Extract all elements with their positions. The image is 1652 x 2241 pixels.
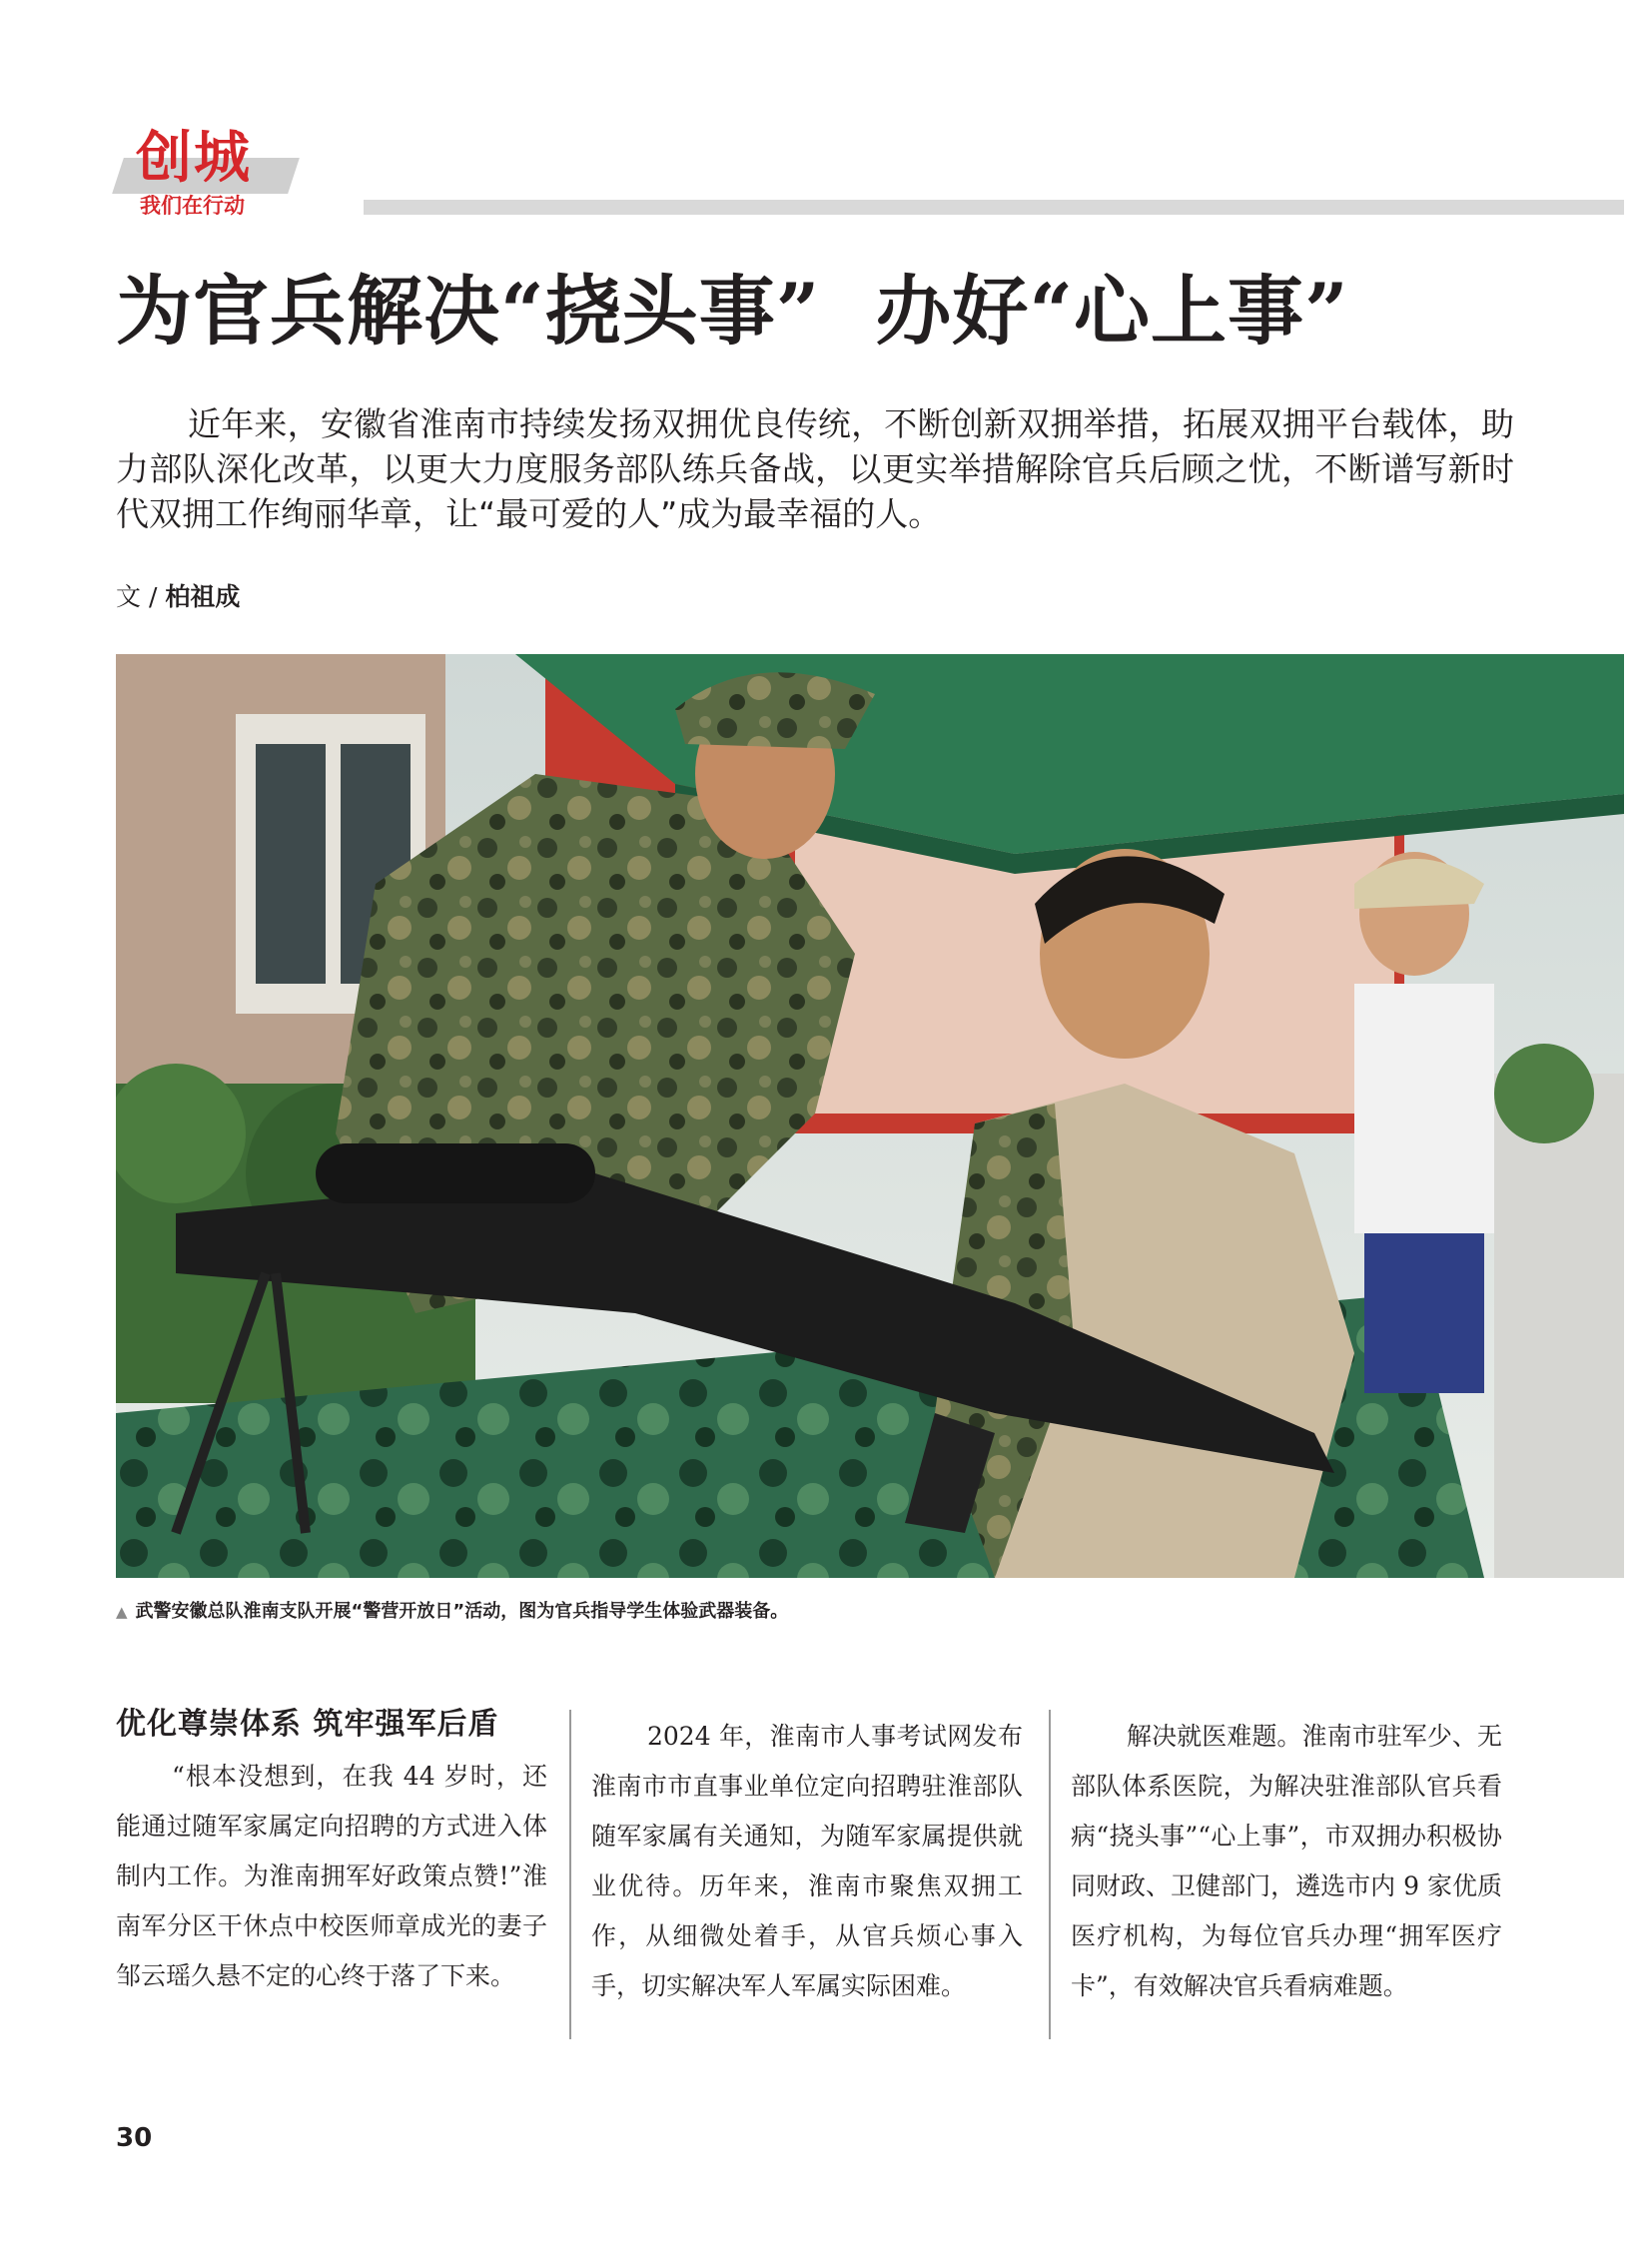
byline xyxy=(116,579,240,615)
section-heading: 优化尊崇体系 筑牢强军后盾 xyxy=(116,1707,499,1742)
byline-author: 柏祖成 xyxy=(165,582,241,611)
logo-subtitle: 我们在行动 xyxy=(140,194,245,218)
headline: 为官兵解决“挠头事” 办好“心上事” xyxy=(116,267,1349,356)
byline-prefix: 文 / xyxy=(116,582,166,611)
column-1-paragraph: “根本没想到，在我 44 岁时，还能通过随军家属定向招聘的方式进入体制内工作。为淮南拥军好政策点赞!”淮南军分区干休点中校医师章成光的妻子邹云瑶久悬不定的心终于落了下来。 xyxy=(116,1762,547,1990)
lead-paragraph: 近年来，安徽省淮南市持续发扬双拥优良传统，不断创新双拥举措，拓展双拥平台载体，助力部队深化改革，以更大力度服务部队练兵备战，以更实举措解除官兵后顾之忧，不断谱写新时代双拥工作绚丽华章，让“最可爱的人”成为最幸福的人。 xyxy=(116,404,1514,533)
photo-illustration xyxy=(116,654,1624,1578)
photo-caption xyxy=(116,1598,1614,1626)
section-logo xyxy=(116,122,306,222)
column-3-paragraph: 解决就医难题。淮南市驻军少、无部队体系医院，为解决驻淮部队官兵看病“挠头事”“心上事”，市双拥办积极协同财政、卫健部门，遴选市内 9 家优质医疗机构，为每位官兵办理“拥军医疗卡”，有效解决官兵看病难题。 xyxy=(1071,1722,1502,2000)
page-number: 30 xyxy=(116,2123,153,2153)
article-photo xyxy=(116,654,1624,1578)
caption-triangle-icon: ▲ xyxy=(116,1603,128,1621)
column-divider xyxy=(1049,1710,1051,2039)
column-2-paragraph: 2024 年，淮南市人事考试网发布淮南市市直事业单位定向招聘驻淮部队随军家属有关通知，为随军家属提供就业优待。历年来，淮南市聚焦双拥工作，从细微处着手，从官兵烦心事入手，切实解决军人军属实际困难。 xyxy=(591,1722,1023,2000)
caption-text: 武警安徽总队淮南支队开展“警营开放日”活动，图为官兵指导学生体验武器装备。 xyxy=(135,1601,789,1622)
header-rule xyxy=(364,200,1624,215)
column-3 xyxy=(1071,1700,1502,2011)
column-divider xyxy=(569,1710,571,2039)
column-1 xyxy=(116,1700,547,2001)
column-2 xyxy=(591,1700,1023,2011)
logo-title: 创城 xyxy=(136,126,252,191)
